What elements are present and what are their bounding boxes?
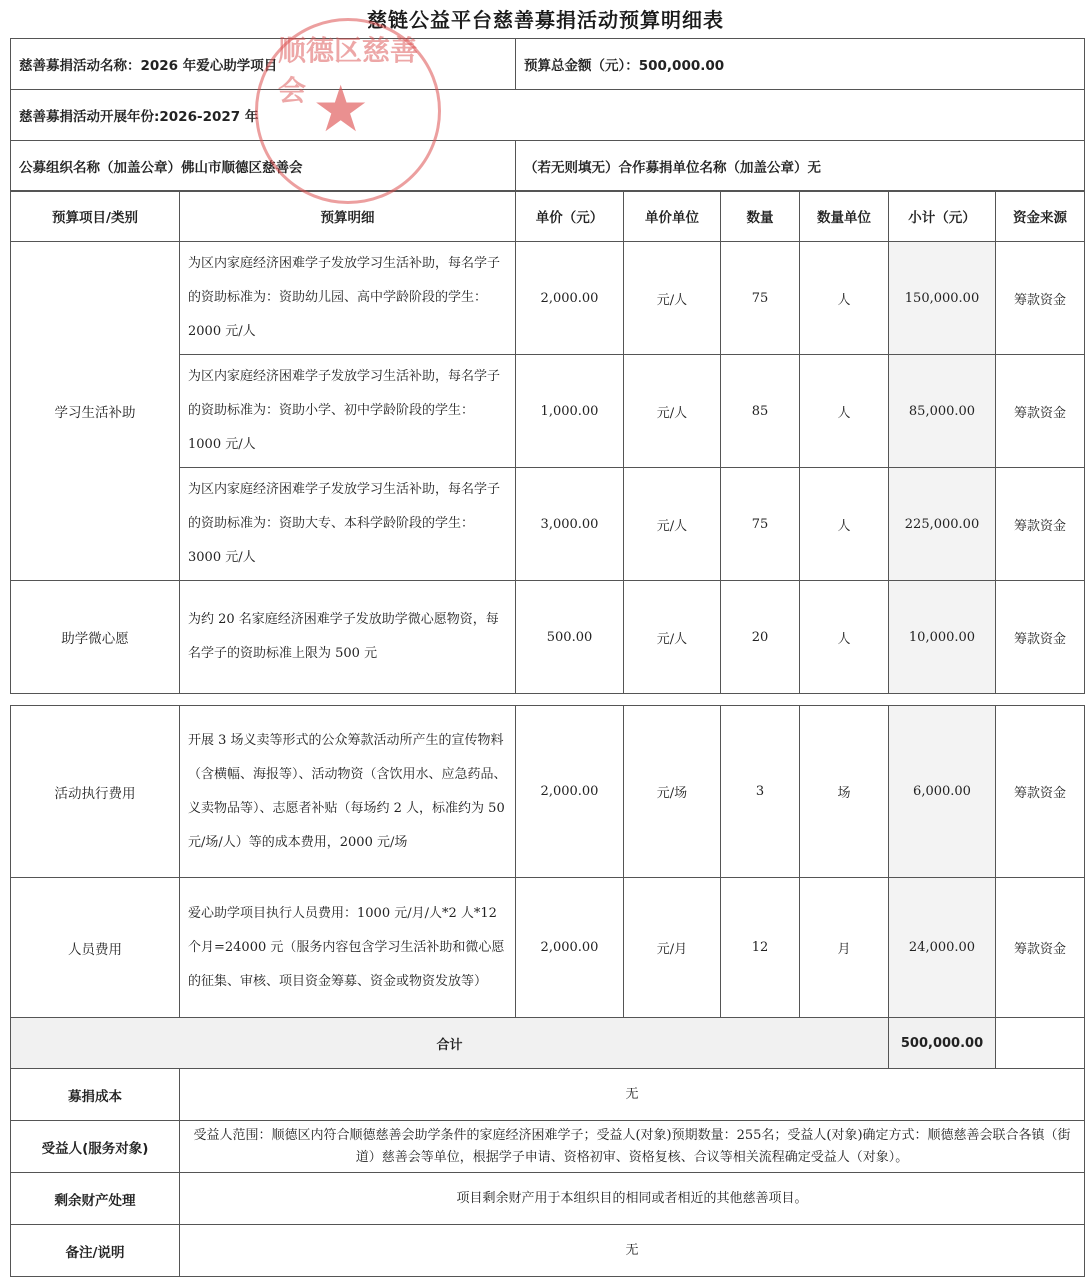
col-source: 资金来源 (996, 191, 1085, 242)
row-qty-unit: 人 (800, 355, 889, 468)
row-qty: 85 (721, 355, 800, 468)
footer-row-beneficiary (11, 1121, 1085, 1173)
total-budget: 预算总金额（元）：500,000.00 (516, 39, 1085, 90)
total-label: 合计 (11, 1018, 889, 1069)
budget-table-part2 (10, 705, 1085, 1277)
row-category: 学习生活补助 (11, 242, 180, 581)
row-qty-unit: 人 (800, 468, 889, 581)
footer-label: 备注/说明 (11, 1225, 180, 1277)
footer-value: 项目剩余财产用于本组织目的相同或者相近的其他慈善项目。 (180, 1173, 1085, 1225)
row-price-unit: 元/场 (624, 706, 721, 878)
row-subtotal: 85,000.00 (889, 355, 996, 468)
star-icon: ★ (312, 73, 370, 147)
row-unit-price: 2,000.00 (516, 706, 624, 878)
row-price-unit: 元/月 (624, 878, 721, 1018)
row-category: 助学微心愿 (11, 581, 180, 694)
column-headers (11, 191, 1085, 242)
row-detail: 开展 3 场义卖等形式的公众筹款活动所产生的宣传物料（含横幅、海报等）、活动物资（含饮用水、应急药品、义卖物品等）、志愿者补贴（每场约 2 人，标准约为 50 元/场/人）等的成本费用，2000 元/场 (180, 706, 516, 878)
col-unit-price: 单价（元） (516, 191, 624, 242)
row-unit-price: 1,000.00 (516, 355, 624, 468)
partner-name: （若无则填无）合作募捐单位名称（加盖公章）无 (516, 141, 1085, 192)
row-subtotal: 150,000.00 (889, 242, 996, 355)
row-price-unit: 元/人 (624, 242, 721, 355)
footer-label: 剩余财产处理 (11, 1173, 180, 1225)
footer-value: 受益人范围：顺德区内符合顺德慈善会助学条件的家庭经济困难学子；受益人(对象)预期数量：255名；受益人(对象)确定方式：顺德慈善会联合各镇（街道）慈善会等单位，根据学子申请、资格初审、资格复核、合议等相关流程确定受益人（对象）。 (180, 1121, 1085, 1173)
row-unit-price: 2,000.00 (516, 878, 624, 1018)
page-title: 慈链公益平台慈善募捐活动预算明细表 (367, 8, 724, 32)
row-unit-price: 2,000.00 (516, 242, 624, 355)
row-qty-unit: 场 (800, 706, 889, 878)
footer-value: 无 (180, 1069, 1085, 1121)
row-category: 人员费用 (11, 878, 180, 1018)
row-subtotal: 6,000.00 (889, 706, 996, 878)
activity-name: 慈善募捐活动名称：2026 年爱心助学项目 (11, 39, 516, 90)
row-qty: 75 (721, 468, 800, 581)
row-detail: 为区内家庭经济困难学子发放学习生活补助，每名学子的资助标准为：资助小学、初中学龄阶段的学生：1000 元/人 (180, 355, 516, 468)
col-qty: 数量 (721, 191, 800, 242)
row-category: 活动执行费用 (11, 706, 180, 878)
row-unit-price: 500.00 (516, 581, 624, 694)
col-category: 预算项目/类别 (11, 191, 180, 242)
row-subtotal: 24,000.00 (889, 878, 996, 1018)
row-detail: 为约 20 名家庭经济困难学子发放助学微心愿物资，每名学子的资助标准上限为 500 元 (180, 581, 516, 694)
table-row (11, 878, 1085, 1018)
total-row (11, 1018, 1085, 1069)
footer-label: 募捐成本 (11, 1069, 180, 1121)
row-source: 筹款资金 (996, 355, 1085, 468)
row-subtotal: 225,000.00 (889, 468, 996, 581)
row-qty-unit: 人 (800, 581, 889, 694)
footer-row-cost (11, 1069, 1085, 1121)
row-qty: 75 (721, 242, 800, 355)
row-source: 筹款资金 (996, 581, 1085, 694)
row-price-unit: 元/人 (624, 581, 721, 694)
row-price-unit: 元/人 (624, 468, 721, 581)
table-row (11, 242, 1085, 355)
col-price-unit: 单价单位 (624, 191, 721, 242)
row-qty: 20 (721, 581, 800, 694)
col-detail: 预算明细 (180, 191, 516, 242)
row-qty: 12 (721, 878, 800, 1018)
row-qty-unit: 月 (800, 878, 889, 1018)
organization-name: 公募组织名称（加盖公章）佛山市顺德区慈善会 (11, 141, 516, 192)
row-qty-unit: 人 (800, 242, 889, 355)
budget-table-part1 (10, 190, 1085, 694)
seal-text: 顺德区慈善会 (278, 34, 419, 107)
col-subtotal: 小计（元） (889, 191, 996, 242)
row-qty: 3 (721, 706, 800, 878)
row-source: 筹款资金 (996, 878, 1085, 1018)
row-source: 筹款资金 (996, 468, 1085, 581)
row-source: 筹款资金 (996, 706, 1085, 878)
footer-label: 受益人(服务对象) (11, 1121, 180, 1173)
table-row (11, 581, 1085, 694)
footer-row-notes (11, 1225, 1085, 1277)
row-source: 筹款资金 (996, 242, 1085, 355)
table-row (11, 706, 1085, 878)
footer-row-remaining (11, 1173, 1085, 1225)
row-detail: 为区内家庭经济困难学子发放学习生活补助，每名学子的资助标准为：资助幼儿园、高中学龄阶段的学生：2000 元/人 (180, 242, 516, 355)
row-detail: 为区内家庭经济困难学子发放学习生活补助，每名学子的资助标准为：资助大专、本科学龄阶段的学生：3000 元/人 (180, 468, 516, 581)
row-detail: 爱心助学项目执行人员费用：1000 元/月/人*2 人*12 个月=24000 元（服务内容包含学习生活补助和微心愿的征集、审核、项目资金筹募、资金或物资发放等） (180, 878, 516, 1018)
footer-value: 无 (180, 1225, 1085, 1277)
total-value: 500,000.00 (889, 1018, 996, 1069)
header-table (10, 38, 1085, 192)
col-qty-unit: 数量单位 (800, 191, 889, 242)
activity-years: 慈善募捐活动开展年份:2026-2027 年 (11, 90, 1085, 141)
row-price-unit: 元/人 (624, 355, 721, 468)
row-unit-price: 3,000.00 (516, 468, 624, 581)
row-subtotal: 10,000.00 (889, 581, 996, 694)
